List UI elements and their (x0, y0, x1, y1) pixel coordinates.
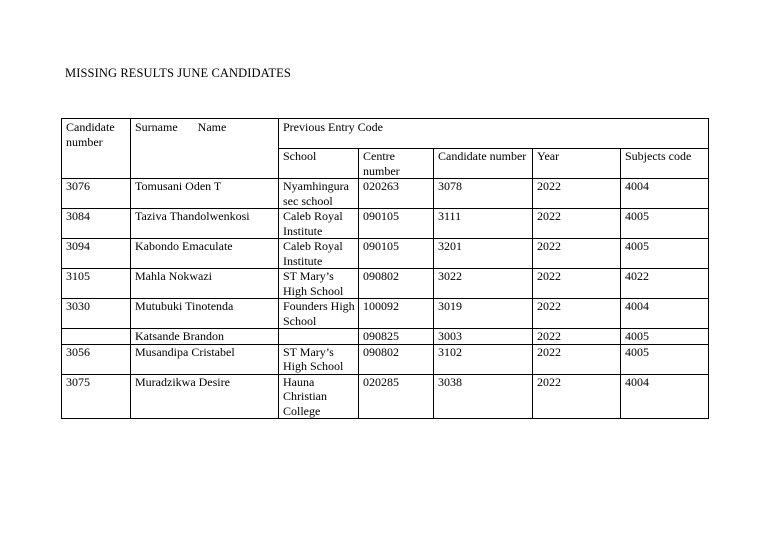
header-prev-candidate-number: Candidate number (434, 149, 533, 179)
cell-school (279, 329, 359, 345)
cell-subject: 4005 (621, 344, 709, 374)
table-row (62, 344, 709, 374)
cell-name: Tomusani Oden T (131, 179, 279, 209)
cell-centre: 090802 (359, 269, 434, 299)
cell-centre: 090105 (359, 209, 434, 239)
header-centre-number: Centre number (359, 149, 434, 179)
cell-prev-candidate: 3111 (434, 209, 533, 239)
cell-subject: 4005 (621, 239, 709, 269)
cell-name: Kabondo Emaculate (131, 239, 279, 269)
cell-name: Mutubuki Tinotenda (131, 299, 279, 329)
missing-results-table (61, 118, 709, 419)
header-row-1 (62, 119, 709, 149)
header-subjects-code: Subjects code (621, 149, 709, 179)
document-title: MISSING RESULTS JUNE CANDIDATES (65, 66, 291, 80)
cell-year: 2022 (533, 269, 621, 299)
cell-candidate: 3084 (62, 209, 131, 239)
table-row (62, 269, 709, 299)
cell-subject: 4022 (621, 269, 709, 299)
cell-subject: 4004 (621, 179, 709, 209)
cell-subject: 4005 (621, 329, 709, 345)
cell-candidate: 3075 (62, 374, 131, 419)
cell-centre: 020285 (359, 374, 434, 419)
cell-subject: 4004 (621, 299, 709, 329)
cell-school: Nyamhingura sec school (279, 179, 359, 209)
cell-subject: 4004 (621, 374, 709, 419)
cell-year: 2022 (533, 239, 621, 269)
cell-centre: 100092 (359, 299, 434, 329)
table-row (62, 209, 709, 239)
cell-centre: 090802 (359, 344, 434, 374)
cell-school: ST Mary’s High School (279, 344, 359, 374)
cell-year: 2022 (533, 209, 621, 239)
cell-prev-candidate: 3078 (434, 179, 533, 209)
cell-candidate: 3076 (62, 179, 131, 209)
cell-name: Muradzikwa Desire (131, 374, 279, 419)
cell-school: Caleb Royal Institute (279, 239, 359, 269)
cell-year: 2022 (533, 179, 621, 209)
cell-prev-candidate: 3003 (434, 329, 533, 345)
cell-name: Mahla Nokwazi (131, 269, 279, 299)
cell-prev-candidate: 3022 (434, 269, 533, 299)
cell-prev-candidate: 3102 (434, 344, 533, 374)
header-name: Name (197, 120, 227, 134)
cell-candidate: 3030 (62, 299, 131, 329)
table-row (62, 374, 709, 419)
cell-candidate: 3056 (62, 344, 131, 374)
cell-prev-candidate: 3038 (434, 374, 533, 419)
cell-subject: 4005 (621, 209, 709, 239)
table-row (62, 299, 709, 329)
table-row (62, 179, 709, 209)
header-year: Year (533, 149, 621, 179)
cell-school: Founders High School (279, 299, 359, 329)
cell-candidate (62, 329, 131, 345)
cell-name: Katsande Brandon (131, 329, 279, 345)
cell-school: Hauna Christian College (279, 374, 359, 419)
cell-prev-candidate: 3201 (434, 239, 533, 269)
cell-school: Caleb Royal Institute (279, 209, 359, 239)
header-surname: Surname (135, 120, 178, 134)
cell-candidate: 3094 (62, 239, 131, 269)
cell-centre: 090825 (359, 329, 434, 345)
table-row (62, 329, 709, 345)
table-row (62, 239, 709, 269)
cell-year: 2022 (533, 329, 621, 345)
cell-name: Taziva Thandolwenkosi (131, 209, 279, 239)
cell-name: Musandipa Cristabel (131, 344, 279, 374)
cell-school: ST Mary’s High School (279, 269, 359, 299)
header-candidate-number: Candidate number (62, 119, 131, 179)
cell-candidate: 3105 (62, 269, 131, 299)
header-previous-entry-code: Previous Entry Code (279, 119, 709, 149)
cell-prev-candidate: 3019 (434, 299, 533, 329)
header-surname-name (131, 119, 279, 179)
cell-year: 2022 (533, 374, 621, 419)
cell-centre: 020263 (359, 179, 434, 209)
cell-centre: 090105 (359, 239, 434, 269)
cell-year: 2022 (533, 344, 621, 374)
header-school: School (279, 149, 359, 179)
cell-year: 2022 (533, 299, 621, 329)
